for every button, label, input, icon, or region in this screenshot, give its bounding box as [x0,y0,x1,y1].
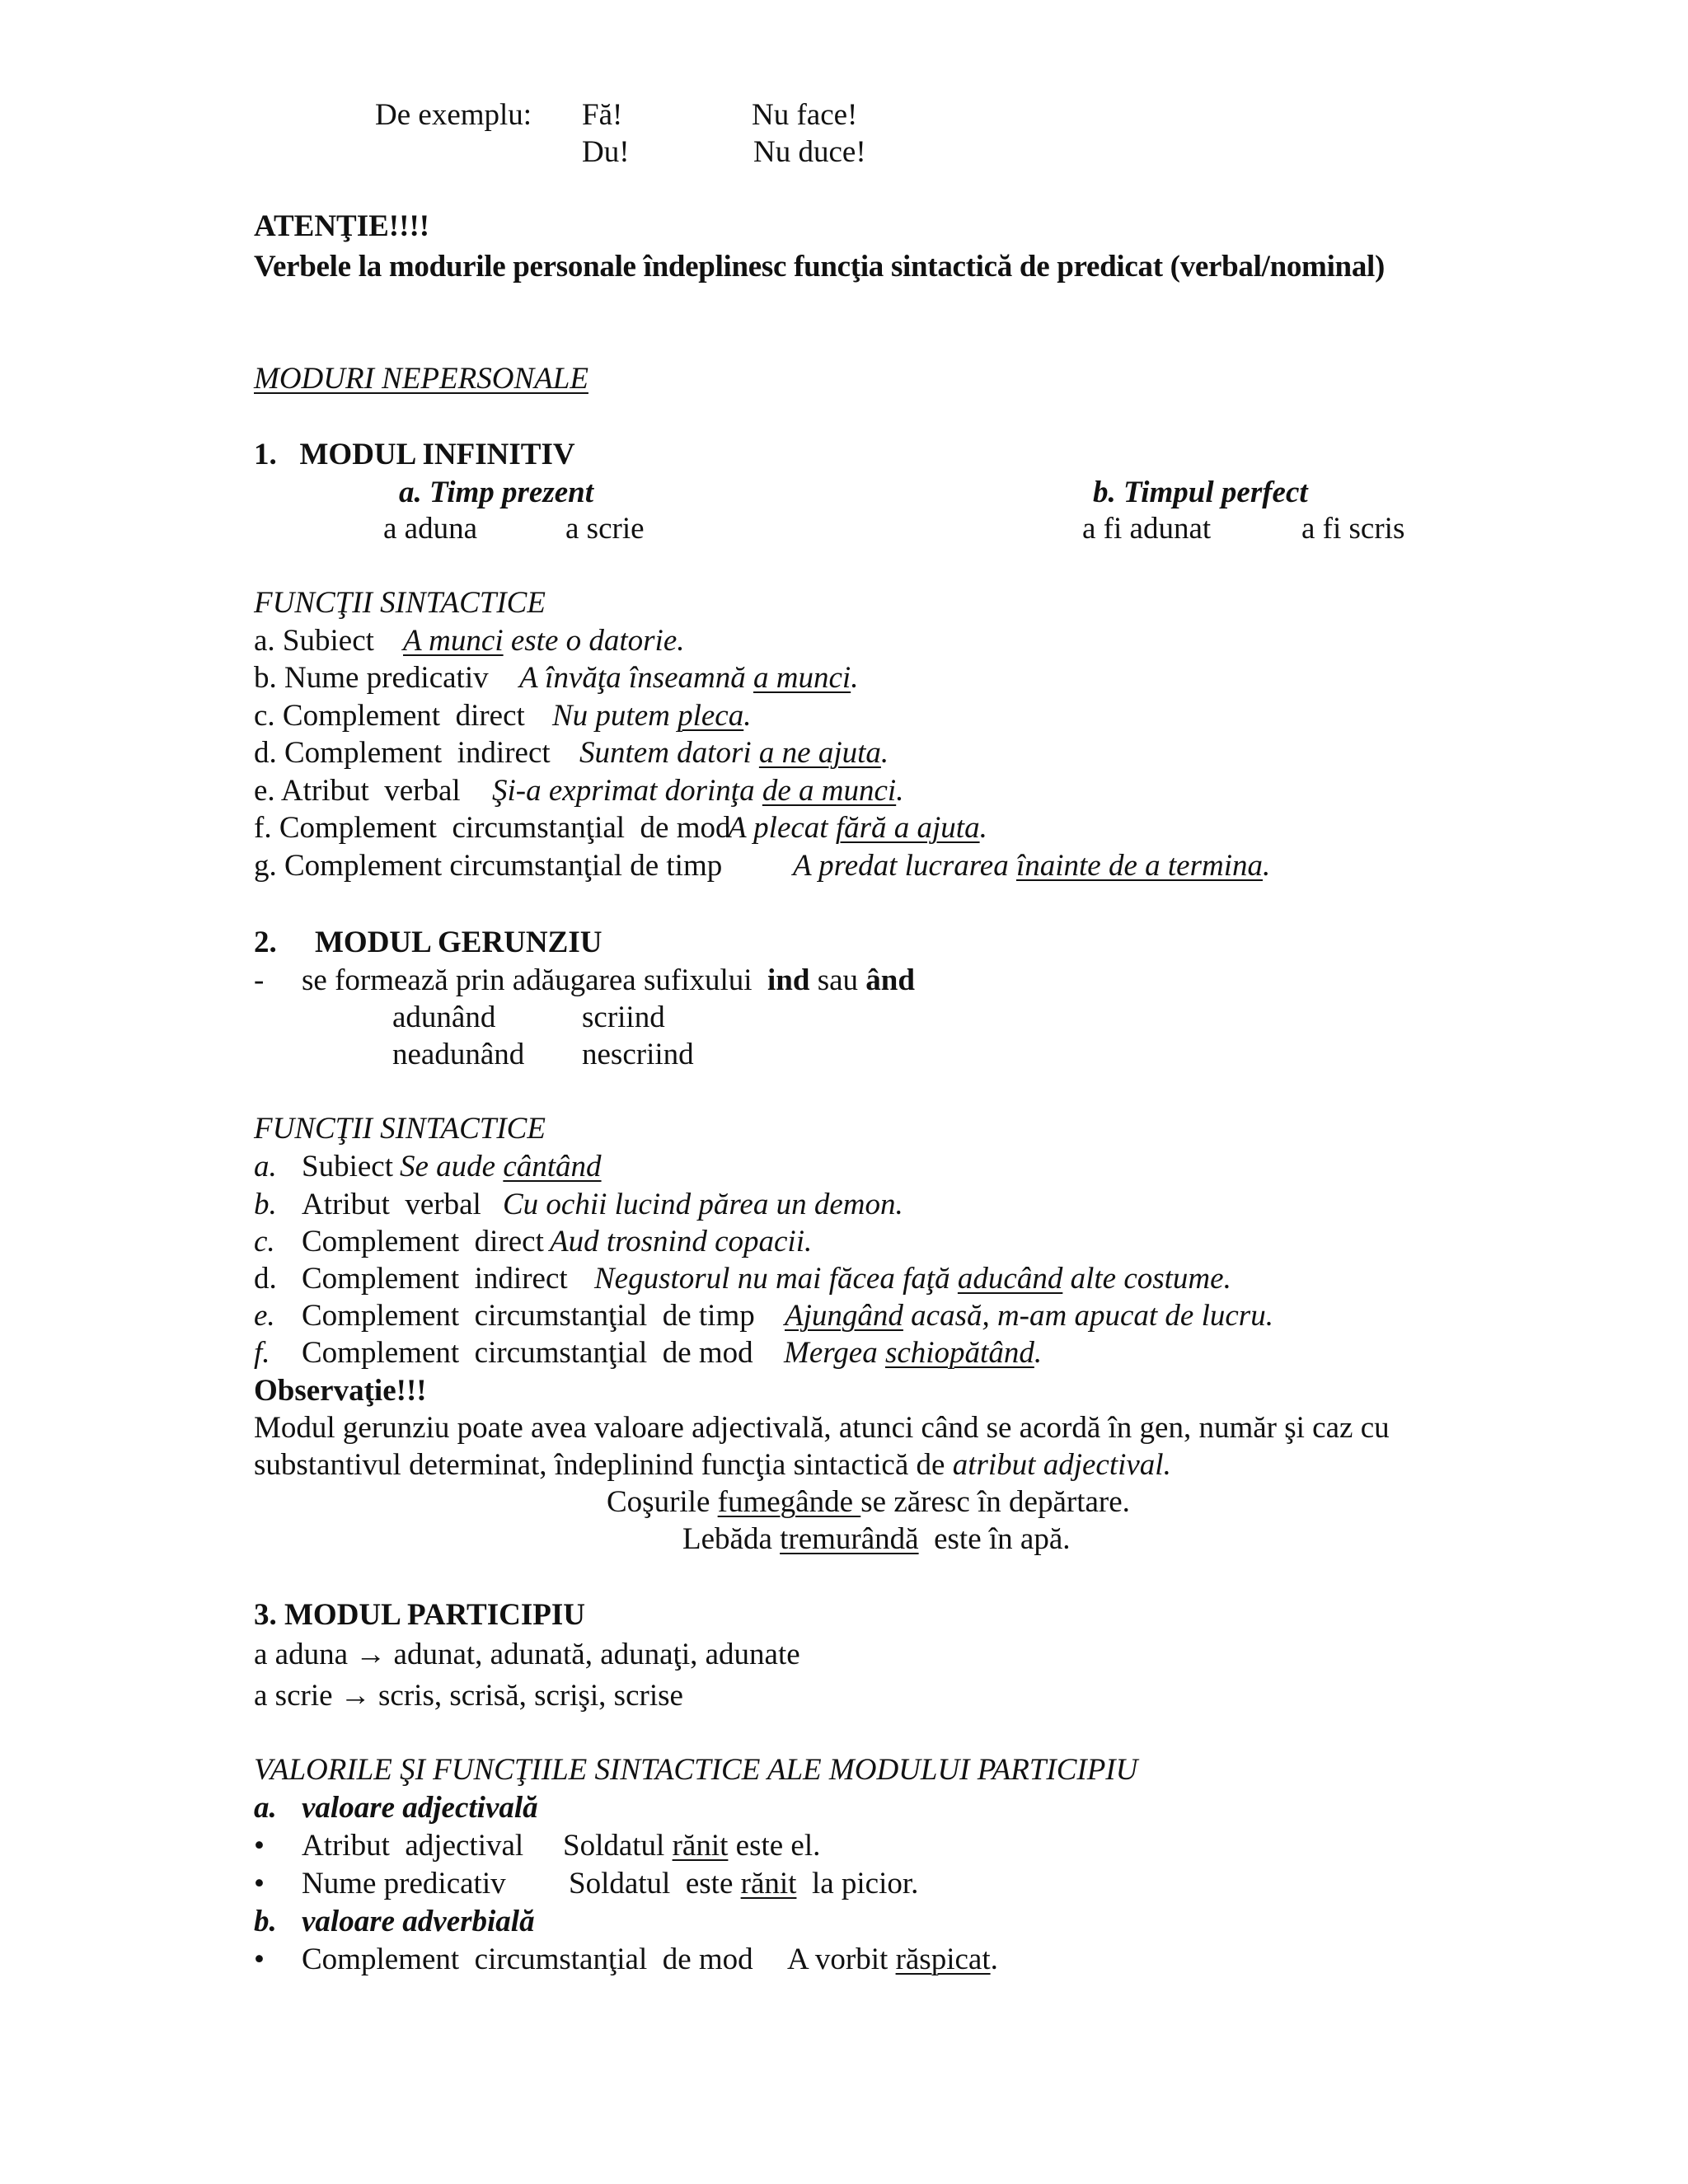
function-label: g. Complement circumstanţial de timp [254,849,723,883]
example-text: Coşurile [607,1485,718,1519]
function-label: Atribut verbal [302,1188,481,1221]
mode-heading: 3. MODUL PARTICIPIU [254,1598,585,1632]
underlined-word: fumegânde [717,1485,861,1519]
function-label: f. Complement circumstanţial de mod [254,811,731,845]
function-item [254,1224,813,1260]
function-example [403,623,685,659]
observation-text: Modul gerunziu poate avea valoare adjectivală, atunci când se acordă în gen, număr şi caz cu [254,1411,1390,1445]
function-example [550,1224,812,1260]
value-title: valoare adverbială [302,1905,535,1938]
example-text: Nu putem [552,699,678,733]
function-example [784,1335,1042,1371]
example-text: . [990,1943,998,1976]
bullet-icon: • [254,1943,265,1976]
example-text: Soldatul [563,1829,673,1863]
bullet-item [254,1942,998,1978]
underlined-word: a ne ajuta [758,736,881,770]
function-item [254,1298,1273,1334]
list-dash: - [254,963,265,997]
tense-heading: a. Timp prezent [399,476,594,509]
example-text: Cu ochii lucind părea un demon. [503,1188,903,1221]
function-label: Complement circumstanţial de mod [302,1336,753,1370]
example-text: . [743,699,752,733]
verb-example: a scrie [565,512,645,546]
observation-example [682,1521,1071,1558]
function-example [552,698,751,734]
function-label: Atribut adjectival [302,1829,524,1863]
example-text: Mergea [784,1336,885,1370]
verb-forms: a aduna → adunat, adunată, adunaţi, adunate [254,1638,800,1671]
example-text: la picior. [796,1867,919,1900]
function-item [254,1335,1043,1371]
function-label: Nume predicativ [302,1867,506,1900]
underlined-word: cântând [503,1150,602,1183]
function-label: d. Complement indirect [254,736,551,770]
value-heading [254,1904,535,1940]
functions-heading: FUNCŢII SINTACTICE [254,586,546,620]
example-text: . [880,736,889,770]
observation-text [254,1447,1171,1483]
observation-text-part: substantivul determinat, îndeplinind funcţia sintactică de [254,1448,953,1482]
example-text: A vorbit [787,1943,896,1976]
function-example [728,810,987,846]
example-form: Fă! [582,98,623,132]
function-item [254,698,752,734]
function-label: Complement indirect [302,1262,568,1296]
bullet-item [254,1866,919,1902]
example-negated-form: Nu face! [752,98,858,132]
verb-example: adunând [392,1001,496,1034]
underlined-word: rănit [672,1829,729,1863]
underlined-word: Ajungând [785,1299,903,1333]
example-text: . [896,774,904,808]
function-letter: d. [254,1262,277,1296]
example-text: Lebăda [682,1522,781,1556]
function-example [793,848,1270,884]
function-label: Subiect [302,1150,393,1183]
example-text: . [851,661,859,695]
example-text: A plecat [728,811,836,845]
function-example [400,1149,602,1185]
function-letter: e. [254,1299,275,1333]
function-example [594,1261,1231,1297]
function-label: Complement circumstanţial de timp [302,1299,755,1333]
verb-example: neadunând [392,1038,525,1071]
example-text: Şi-a exprimat dorinţa [492,774,762,808]
formation-line [254,963,915,999]
example-text: acasă, m-am apucat de lucru. [903,1299,1273,1333]
underlined-word: aducând [957,1262,1063,1296]
value-letter: b. [254,1905,277,1938]
example-text: este el. [728,1829,821,1863]
verb-forms: a scrie → scris, scrisă, scrişi, scrise [254,1679,683,1713]
example-text: Se aude [400,1150,504,1183]
function-letter: f. [254,1336,270,1370]
bullet-item [254,1828,821,1864]
function-label: c. Complement direct [254,699,525,733]
observation-example [607,1484,1130,1521]
bullet-icon: • [254,1829,265,1863]
function-label: e. Atribut verbal [254,774,461,808]
example-text: A învăţa înseamnă [519,661,753,695]
function-item [254,660,859,696]
function-item [254,1149,602,1185]
function-example [503,1187,903,1223]
function-example [519,660,858,696]
verb-example: a fi adunat [1082,512,1212,546]
section-heading: MODURI NEPERSONALE [254,362,588,396]
suffix: ând [865,963,915,997]
underlined-word: A munci [403,624,504,658]
underlined-word: fără a ajuta [835,811,980,845]
example-text: este în apă. [918,1522,1071,1556]
function-letter: c. [254,1225,275,1258]
function-label: a. Subiect [254,624,374,658]
verb-example: nescriind [582,1038,694,1071]
example-text: Aud trosnind copacii. [550,1225,813,1258]
function-label: Complement circumstanţial de mod [302,1943,753,1976]
example-text: Negustorul nu mai făcea faţă [594,1262,958,1296]
attention-text: Verbele la modurile personale îndeplinesc funcţia sintactică de predicat (verbal/nominal) [254,250,1386,284]
observation-title: Observaţie!!! [254,1374,427,1408]
function-item [254,1187,903,1223]
example-text: Suntem datori [579,736,759,770]
function-item [254,735,889,771]
example-text: . [979,811,987,845]
function-letter: b. [254,1188,277,1221]
value-title: valoare adjectivală [302,1791,538,1825]
function-example [569,1866,918,1902]
function-example [579,735,889,771]
function-item [254,810,987,846]
value-heading [254,1790,538,1826]
example-label: De exemplu: [375,98,532,132]
verb-example: scriind [582,1001,665,1034]
underlined-word: tremurândă [780,1522,919,1556]
verb-example: a fi scris [1301,512,1405,546]
example-text: Soldatul este [569,1867,741,1900]
function-letter: a. [254,1150,277,1183]
value-letter: a. [254,1791,277,1825]
bullet-icon: • [254,1867,265,1900]
underlined-word: de a munci [762,774,897,808]
formation-text: se formează prin adăugarea sufixului [302,963,753,997]
example-text: . [1263,849,1271,883]
function-example [492,773,903,809]
example-text: este o datorie. [503,624,685,658]
underlined-word: pleca [678,699,744,733]
function-label: b. Nume predicativ [254,661,489,695]
example-text: alte costume. [1062,1262,1231,1296]
mode-heading: 2. MODUL GERUNZIU [254,926,603,959]
example-text: A predat lucrarea [793,849,1016,883]
values-heading: VALORILE ŞI FUNCŢIILE SINTACTICE ALE MODULUI PARTICIPIU [254,1753,1138,1787]
function-example [787,1942,998,1978]
function-item [254,773,904,809]
observation-term: atribut adjectival. [952,1448,1171,1482]
functions-heading: FUNCŢII SINTACTICE [254,1112,546,1146]
underlined-word: schiopătând [884,1336,1034,1370]
example-text: se zăresc în depărtare. [860,1485,1130,1519]
tense-heading: b. Timpul perfect [1093,476,1308,509]
underlined-word: rănit [740,1867,797,1900]
conjunction: sau [817,963,859,997]
function-item [254,848,1271,884]
verb-example: a aduna [383,512,478,546]
example-text: . [1034,1336,1043,1370]
underlined-word: înainte de a termina [1015,849,1264,883]
suffix: ind [767,963,810,997]
example-form: Du! [582,135,630,169]
example-negated-form: Nu duce! [753,135,866,169]
attention-title: ATENŢIE!!!! [254,209,430,243]
underlined-word: a munci [753,661,851,695]
underlined-word: răspicat [895,1943,991,1976]
function-item [254,623,685,659]
mode-heading: 1. MODUL INFINITIV [254,438,575,471]
function-label: Complement direct [302,1225,544,1258]
function-example [563,1828,820,1864]
function-example [785,1298,1273,1334]
function-item [254,1261,1231,1297]
